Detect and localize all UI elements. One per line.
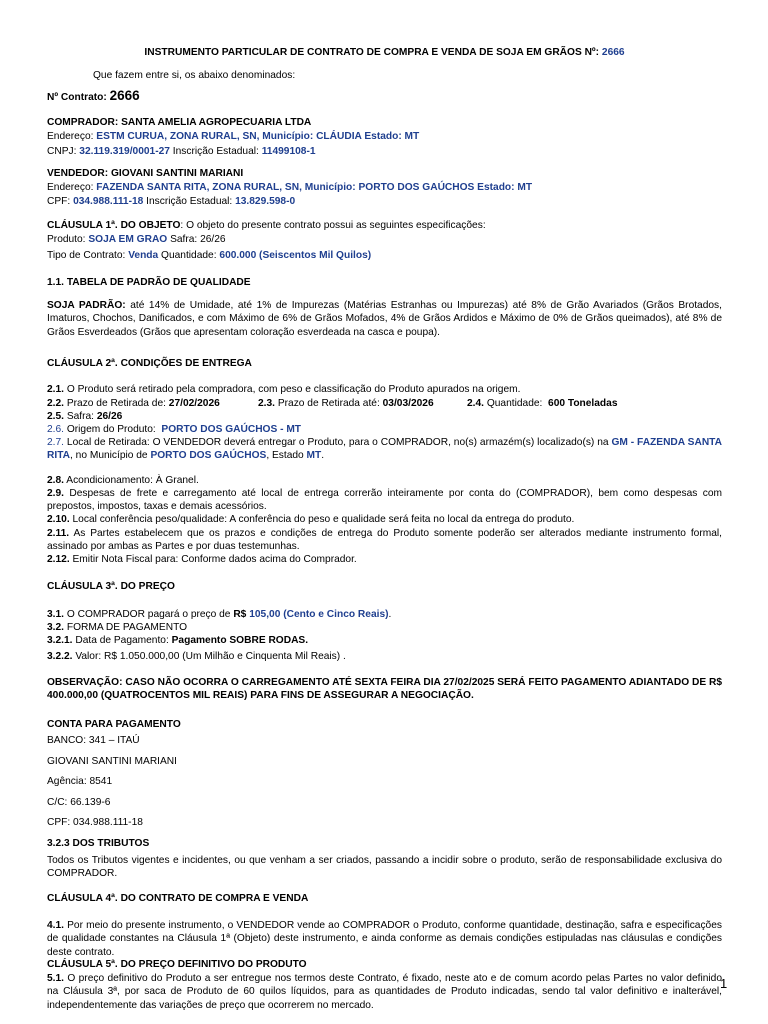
checking-account: C/C: 66.139-6 [47,797,111,808]
clause3-heading: CLÁUSULA 3ª. DO PREÇO [47,581,175,592]
taxes-heading: 3.2.3 DOS TRIBUTOS [47,838,150,849]
account-holder: GIOVANI SANTINI MARIANI [47,756,177,767]
buyer-cnpj: CNPJ: 32.119.319/0001-27 Inscrição Estadual: 11499108-1 [47,146,316,157]
title-number: 2666 [601,47,625,58]
item-4-1: 4.1. Por meio do presente instrumento, o VENDEDOR vende ao COMPRADOR o Produto, conforme quantidade, destinação, safra e especificações de qualidade constantes na Cláusula 1ª (Objeto) deste instrumento, e ainda conforme as demais condições estipuladas nas cláusulas e condições deste contrato. [47,920,722,958]
page-number: 1 [720,976,728,991]
quality-standard: SOJA PADRÃO: até 14% de Umidade, até 1% de Impurezas (Matérias Estranhas ou Impurezas) até 8% de Grão Avariados (Grãos Brotados, Imaturos, Chochos, Danificados, e com Máximo de 6% de Grãos Mofados, 4% de Grãos Ardidos e Máximo de 0% de Grãos queimados), até 8% de Grãos Esverdeados (Grãos que apresentam coloração esverdeada na casca e poupa). [47,300,722,338]
clause1-heading: CLÁUSULA 1ª. DO OBJETO: O objeto do presente contrato possui as seguintes especificações: [47,220,486,231]
item-2-10: 2.10. Local conferência peso/qualidade: A conferência do peso e qualidade será feita no local da entrega do produto. [47,514,575,525]
clause1-type: Tipo de Contrato: Venda Quantidade: 600.000 (Seiscentos Mil Quilos) [47,250,372,261]
buyer-address: Endereço: ESTM CURUA, ZONA RURAL, SN, Município: CLÁUDIA Estado: MT [47,131,420,142]
item-3-2: 3.2. FORMA DE PAGAMENTO [47,622,188,633]
clause5-heading: CLÁUSULA 5ª. DO PREÇO DEFINITIVO DO PRODUTO [47,959,307,970]
seller-name: VENDEDOR: GIOVANI SANTINI MARIANI [47,168,244,179]
document-title [47,46,722,59]
item-2-11: 2.11. As Partes estabelecem que os prazos e condições de entrega do Produto somente poderão ser alterados mediante instrumento formal, assinado por ambas as Partes e por duas testemunhas. [47,528,722,553]
item-3-2-1: 3.2.1. Data de Pagamento: Pagamento SOBRE RODAS. [47,635,309,646]
item-2-7: 2.7. Local de Retirada: O VENDEDOR deverá entregar o Produto, para o COMPRADOR, no(s) armazém(s) localizado(s) na GM - FAZENDA SANTA RITA, no Município de PORTO DOS GAÚCHOS, Estado MT. [47,437,722,462]
bank: BANCO: 341 – ITAÚ [47,735,140,746]
payment-account-heading: CONTA PARA PAGAMENTO [47,719,181,730]
intro-text: Que fazem entre si, os abaixo denominados: [93,70,296,81]
account-cpf: CPF: 034.988.111-18 [47,817,143,828]
clause4-heading: CLÁUSULA 4ª. DO CONTRATO DE COMPRA E VENDA [47,893,309,904]
item-5-1: 5.1. O preço definitivo do Produto a ser entregue nos termos deste Contrato, é fixado, neste ato e de comum acordo pelas Partes no valor definido na Cláusula 3ª, por saca de Produto de 60 quilos líquidos, para as quantidades de Produto indicadas, sendo tal valor definitivo e inalterável, independentemente das variações de preço que ocorrerem no mercado. [47,973,722,1011]
item-2-9: 2.9. Despesas de frete e carregamento até local de entrega correrão inteiramente por conta do (COMPRADOR), bem como despesas com prepostos, impostos, taxas e demais acessórios. [47,488,722,513]
title-text: INSTRUMENTO PARTICULAR DE CONTRATO DE COMPRA E VENDA DE SOJA EM GRÃOS Nº: [144,47,600,58]
contract-number: Nº Contrato: 2666 [47,88,140,103]
buyer-name: COMPRADOR: SANTA AMELIA AGROPECUARIA LTDA [47,117,312,128]
seller-cpf: CPF: 034.988.111-18 Inscrição Estadual: 13.829.598-0 [47,196,296,207]
item-3-1: 3.1. O COMPRADOR pagará o preço de R$ 105,00 (Cento e Cinco Reais). [47,609,392,620]
clause1-product: Produto: SOJA EM GRAO Safra: 26/26 [47,234,226,245]
taxes-text: Todos os Tributos vigentes e incidentes, ou que venham a ser criados, passando a incidir sobre o produto, serão de responsabilidade exclusiva do COMPRADOR. [47,855,722,880]
item-2-12: 2.12. Emitir Nota Fiscal para: Conforme dados acima do Comprador. [47,554,357,565]
item-2-2-to-2-4: 2.2. Prazo de Retirada de: 27/02/2026 2.3. Prazo de Retirada até: 03/03/2026 2.4. Quantidade: 600 Toneladas [47,398,618,409]
agency: Agência: 8541 [47,776,113,787]
clause2-heading: CLÁUSULA 2ª. CONDIÇÕES DE ENTREGA [47,358,252,369]
item-2-5: 2.5. Safra: 26/26 [47,411,123,422]
item-2-1: 2.1. O Produto será retirado pela compradora, com peso e classificação do Produto apurados na origem. [47,384,521,395]
item-2-8: 2.8. Acondicionamento: À Granel. [47,475,199,486]
observation-note: OBSERVAÇÃO: CASO NÃO OCORRA O CARREGAMENTO ATÉ SEXTA FEIRA DIA 27/02/2025 SERÁ FEITO PAGAMENTO ADIANTADO DE R$ 400.000,00 (QUATROCENTOS MIL REAIS) PARA FINS DE ASSEGURAR A NEGOCIAÇÃO. [47,677,722,702]
item-3-2-2: 3.2.2. Valor: R$ 1.050.000,00 (Um Milhão e Cinquenta Mil Reais) . [47,651,346,662]
quality-table-heading: 1.1. TABELA DE PADRÃO DE QUALIDADE [47,277,251,288]
seller-address: Endereço: FAZENDA SANTA RITA, ZONA RURAL, SN, Município: PORTO DOS GAÚCHOS Estado: MT [47,182,533,193]
item-2-6: 2.6. Origem do Produto: PORTO DOS GAÚCHOS - MT [47,424,302,435]
